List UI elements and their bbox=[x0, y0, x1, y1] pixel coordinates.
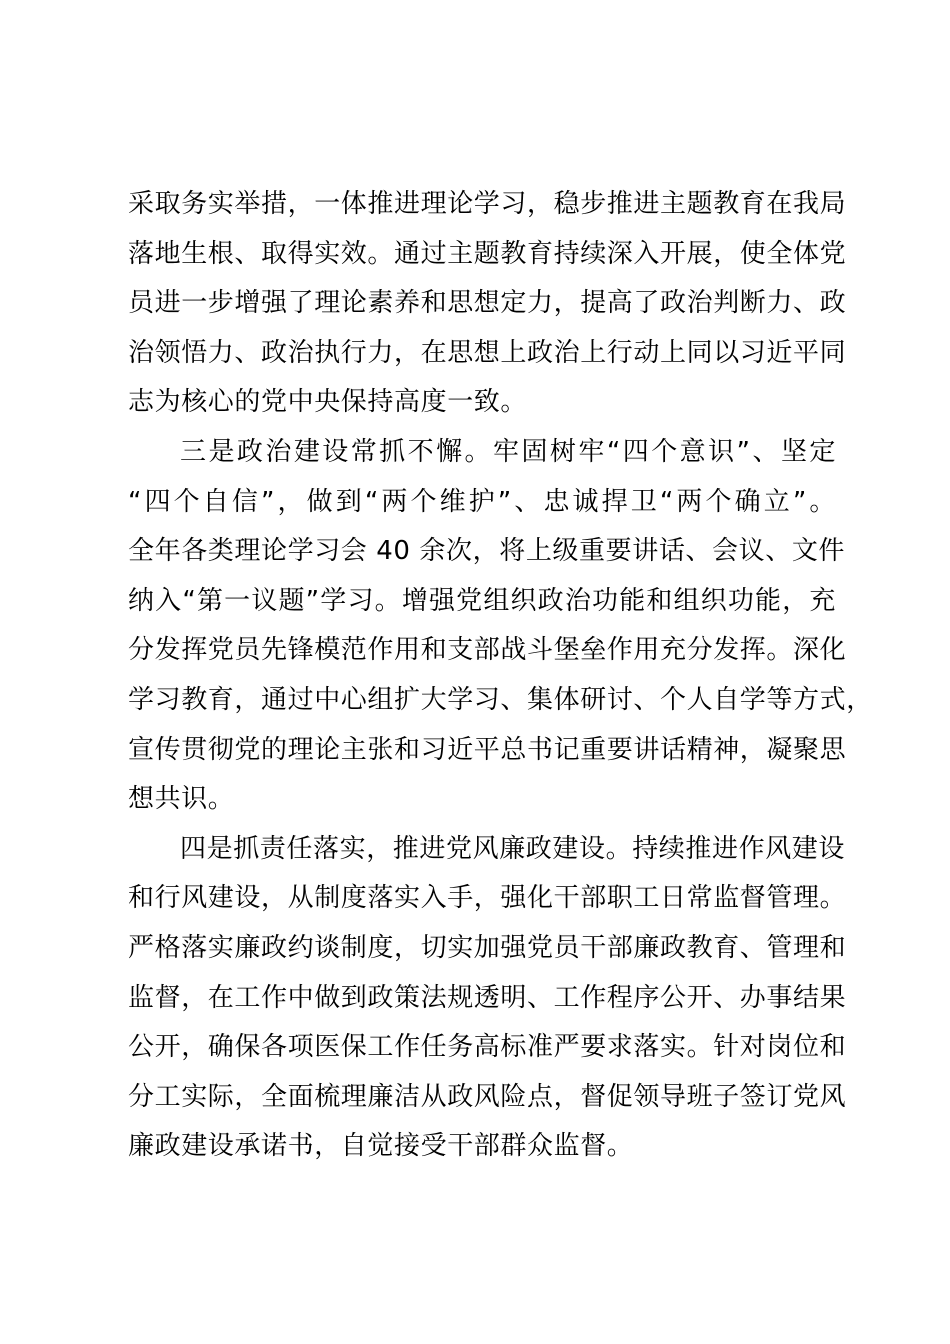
body-line: 想共识。 bbox=[128, 784, 235, 815]
body-line: “四个自信”，做到“两个维护”、忠诚捍卫“两个确立”。 bbox=[128, 486, 836, 517]
body-line: 分工实际，全面梳理廉洁从政风险点，督促领导班子签订党风 bbox=[128, 1081, 847, 1112]
body-line: 员进一步增强了理论素养和思想定力，提高了政治判断力、政 bbox=[128, 288, 847, 319]
body-line: 宣传贯彻党的理论主张和习近平总书记重要讲话精神，凝聚思 bbox=[128, 734, 847, 765]
body-line: 志为核心的党中央保持高度一致。 bbox=[128, 387, 528, 418]
body-line: 落地生根、取得实效。通过主题教育持续深入开展，使全体党 bbox=[128, 238, 847, 269]
body-line: 学习教育，通过中心组扩大学习、集体研讨、个人自学等方式， bbox=[128, 684, 873, 715]
body-line: 严格落实廉政约谈制度，切实加强党员干部廉政教育、管理和 bbox=[128, 932, 847, 963]
body-line: 采取务实举措，一体推进理论学习，稳步推进主题教育在我局 bbox=[128, 189, 847, 219]
body-line: 分发挥党员先锋模范作用和支部战斗堡垒作用充分发挥。深化 bbox=[128, 635, 847, 666]
body-line: 廉政建设承诺书，自觉接受干部群众监督。 bbox=[128, 1131, 634, 1162]
body-line: 全年各类理论学习会 40 余次，将上级重要讲话、会议、文件 bbox=[128, 536, 846, 567]
body-line: 公开，确保各项医保工作任务高标准严要求落实。针对岗位和 bbox=[128, 1032, 847, 1063]
body-line: 治领悟力、政治执行力，在思想上政治上行动上同以习近平同 bbox=[128, 337, 847, 368]
body-line: 纳入“第一议题”学习。增强党组织政治功能和组织功能，充 bbox=[128, 585, 836, 616]
paragraph-first-line: 三是政治建设常抓不懈。牢固树牢“四个意识”、坚定 bbox=[180, 436, 836, 467]
paragraph-first-line: 四是抓责任落实，推进党风廉政建设。持续推进作风建设 bbox=[180, 833, 846, 864]
body-line: 和行风建设，从制度落实入手，强化干部职工日常监督管理。 bbox=[128, 883, 847, 914]
body-line: 监督，在工作中做到政策法规透明、工作程序公开、办事结果 bbox=[128, 982, 847, 1013]
document-body bbox=[128, 180, 873, 1172]
